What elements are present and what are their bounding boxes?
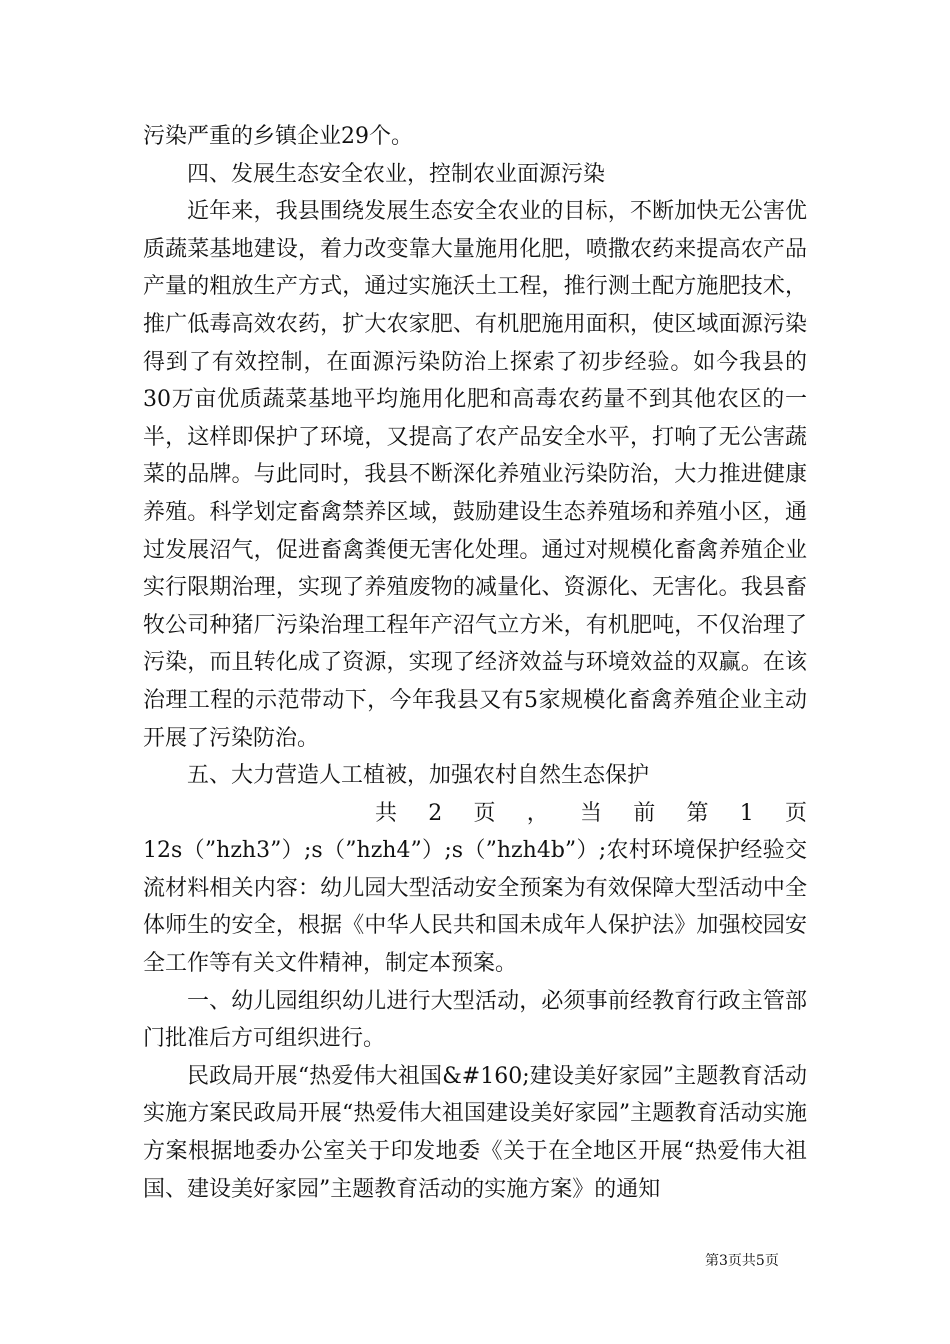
document-body bbox=[143, 118, 807, 1208]
pager-token: 前 bbox=[633, 800, 656, 826]
paragraph: 12s（”hzh3”）;s（”hzh4”）;s（”hzh4b”）;农村环境保护经验交流材料相关内容：幼儿园大型活动安全预案为有效保障大型活动中全体师生的安全，根据《中华人民共和国未成年人保护法》加强校园安全工作等有关文件精神，制定本预案。 bbox=[143, 838, 807, 977]
pager-token: 当 bbox=[579, 800, 602, 826]
paragraph: 一、幼儿园组织幼儿进行大型活动，必须事前经教育行政主管部门批准后方可组织进行。 bbox=[143, 988, 807, 1052]
paragraph: 污染严重的乡镇企业29个。 bbox=[143, 124, 413, 149]
pager-token: 2 bbox=[428, 800, 443, 826]
pager-token: 共 bbox=[375, 800, 398, 826]
pager-token: 页 bbox=[473, 800, 496, 826]
page-indicator-line bbox=[143, 795, 807, 833]
pager-token: 第 bbox=[686, 800, 709, 826]
paragraph: 民政局开展“热爱伟大祖国&#160;建设美好家园”主题教育活动实施方案民政局开展“热爱伟大祖国建设美好家园”主题教育活动实施方案根据地委办公室关于印发地委《关于在全地区开展“热爱伟大祖国、建设美好家园”主题教育活动的实施方案》的通知 bbox=[143, 1063, 807, 1202]
paragraph: 近年来，我县围绕发展生态安全农业的目标，不断加快无公害优质蔬菜基地建设，着力改变靠大量施用化肥，喷撒农药来提高农产品产量的粗放生产方式，通过实施沃土工程，推行测土配方施肥技术，推广低毒高效农药，扩大农家肥、有机肥施用面积，使区域面源污染得到了有效控制，在面源污染防治上探索了初步经验。如今我县的30万亩优质蔬菜基地平均施用化肥和高毒农药量不到其他农区的一半，这样即保护了环境，又提高了农产品安全水平，打响了无公害蔬菜的品牌。与此同时，我县不断深化养殖业污染防治，大力推进健康养殖。科学划定畜禽禁养区域，鼓励建设生态养殖场和养殖小区，通过发展沼气，促进畜禽粪便无害化处理。通过对规模化畜禽养殖企业实行限期治理，实现了养殖废物的减量化、资源化、无害化。我县畜牧公司种猪厂污染治理工程年产沼气立方米，有机肥吨，不仅治理了污染，而且转化成了资源，实现了经济效益与环境效益的双赢。在该治理工程的示范带动下，今年我县又有5家规模化畜禽养殖企业主动开展了污染防治。 bbox=[143, 199, 807, 751]
pager-token: 页 bbox=[784, 800, 807, 826]
section-heading: 四、发展生态安全农业，控制农业面源污染 bbox=[187, 161, 606, 187]
page-number-footer: 第3页共5页 bbox=[705, 1253, 779, 1269]
pager-token: 1 bbox=[739, 800, 754, 826]
pager-token: ， bbox=[526, 800, 549, 826]
section-heading: 五、大力营造人工植被，加强农村自然生态保护 bbox=[187, 763, 650, 789]
